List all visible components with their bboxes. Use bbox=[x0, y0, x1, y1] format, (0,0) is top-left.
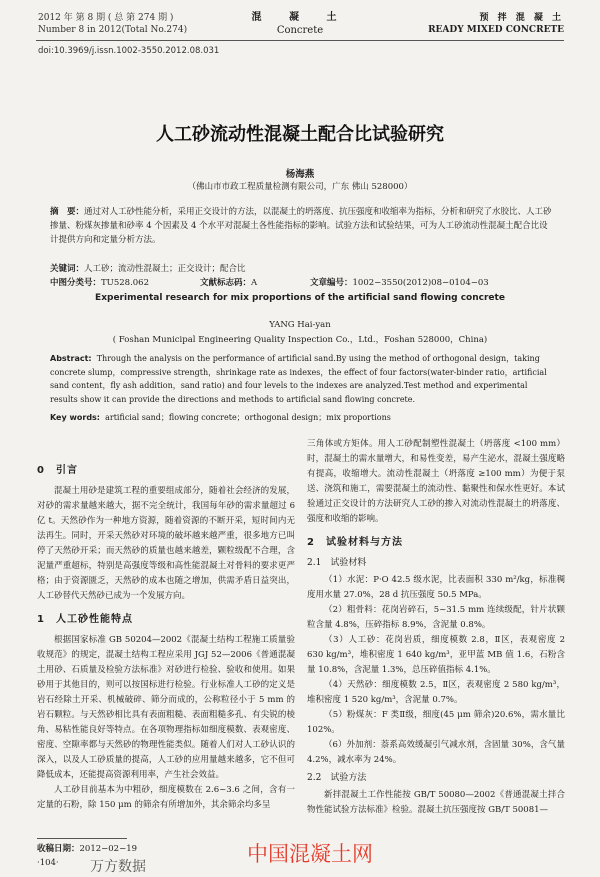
section-heading-2: 2 试验材料与方法 bbox=[307, 537, 403, 548]
material-item: （5）粉煤灰：F 类Ⅱ级，细度(45 μm 筛余)20.6%，需水量比 102%。 bbox=[307, 710, 565, 735]
article-meta bbox=[50, 262, 489, 290]
page-number: ·104· bbox=[37, 858, 59, 868]
en-abstract-label: Abstract: bbox=[50, 354, 92, 363]
author: 杨海燕 bbox=[285, 169, 315, 180]
footnote-rule bbox=[37, 838, 127, 839]
keywords-row bbox=[50, 262, 489, 276]
paragraph: 混凝土用砂是建筑工程的重要组成部分，随着社会经济的发展，对砂的需求量越来越大，据不完全统计，我国每年砂的需求量超过 6 亿 t。天然砂作为一种地方资源，随着资源的不断开采，短时间内无法再生。同时，开采天然砂对环境的破坏越来越严重，很多地方已叫停了天然砂开采；而天然砂的质量也越来越差，颗粒级配不合理，含泥量严重超标，特别是高强度等级和高性能混凝土对骨料的要求更严格；由于资源匮乏，天然砂的成本也随之增加，供需矛盾日益突出，人工砂替代天然砂已成为一个发展方向。 bbox=[37, 486, 295, 601]
wanfang-watermark: 万方数据 bbox=[90, 859, 146, 875]
abstract-label: 摘 要： bbox=[50, 207, 85, 217]
en-keywords bbox=[50, 412, 391, 423]
abstract-text: 通过对人工砂性能分析，采用正交设计的方法，以混凝土的坍落度、抗压强度和收缩率为指标，分析和研究了水胶比、人工砂掺量、粉煤灰掺量和砂率 4 个因素及 4 个水平对混凝土各性能指标的影响。试验方法和试验结果，可为人工砂流动性混凝土配合比设计提供方向和定量分析方法。 bbox=[50, 207, 552, 245]
left-column bbox=[37, 455, 295, 813]
subsection-heading-2-1: 2.1 试验材料 bbox=[307, 558, 367, 568]
article-no: 1002−3550(2012)08−0104−03 bbox=[352, 278, 489, 288]
en-title: Experimental research for mix proportions of the artificial sand flowing concrete bbox=[95, 293, 505, 303]
paragraph: 根据国家标准 GB 50204—2002《混凝土结构工程施工质量验收规范》的规定，混凝土结构工程应采用 JGJ 52—2006《普通混凝土用砂、石质量及检验方法标准》对砂进行检验、验收和使用。如果砂用于其他目的，则可以按国标进行检验。行业标准人工砂的定义是岩石经除土开采、机械破碎、筛分而成的，公称粒径小于 5 mm 的岩石颗粒。与天然砂相比具有表面粗糙、表面粗糙多孔、有尖锐的棱角、易粘性能良好等特点。在各项物理指标如细度模数、表观密度、密度、空隙率都与天然砂的物理性能类似。随着人们对人工砂认识的深入，以及人工砂质量的提高，人工砂的应用量越来越多，它不但可降低成本，还能提高资源利用率，产生社会效益。 bbox=[37, 635, 295, 780]
en-abstract bbox=[50, 352, 556, 406]
material-item: （2）粗骨料：花岗岩碎石，5~31.5 mm 连续级配，针片状颗粒含量 4.8%，压碎指标 8.9%，含泥量 0.8%。 bbox=[307, 605, 565, 630]
received-value: 2012−02−19 bbox=[79, 844, 138, 854]
affiliation: （佛山市市政工程质量检测有限公司，广东 佛山 528000） bbox=[187, 182, 413, 192]
abstract-cn bbox=[50, 205, 555, 247]
material-item: （1）水泥：P·O 42.5 级水泥，比表面积 330 m²/kg，标准稠度用水量 27.0%，28 d 抗压强度 50.5 MPa。 bbox=[307, 575, 565, 600]
en-keywords-text: artificial sand；flowing concrete；orthogonal design；mix proportions bbox=[105, 413, 391, 422]
received-date bbox=[37, 842, 137, 854]
classification-row bbox=[50, 276, 489, 290]
concrete-web-watermark: 中国混凝土网 bbox=[247, 842, 373, 866]
section-heading-0: 0 引言 bbox=[37, 465, 78, 476]
issue-en: Number 8 in 2012(Total No.274) bbox=[38, 25, 188, 35]
section-heading-1: 1 人工砂性能特点 bbox=[37, 614, 133, 625]
paragraph: 新拌混凝土工作性能按 GB/T 50080—2002《普通混凝土拌合物性能试验方法标准》检验。混凝土抗压强度按 GB/T 50081— bbox=[307, 790, 565, 815]
subsection-heading-2-2: 2.2 试验方法 bbox=[307, 773, 367, 783]
doi[interactable]: doi:10.3969/j.issn.1002-3550.2012.08.031 bbox=[38, 46, 220, 56]
paper-title: 人工砂流动性混凝土配合比试验研究 bbox=[156, 124, 444, 145]
section-cn: 预 拌 混 凝 土 bbox=[479, 13, 564, 23]
en-keywords-label: Key words: bbox=[50, 413, 101, 422]
keywords: 人工砂；流动性混凝土；正交设计；配合比 bbox=[84, 264, 246, 274]
header-rule bbox=[36, 40, 564, 41]
doc-code: A bbox=[251, 278, 258, 288]
article-no-label: 文章编号： bbox=[310, 278, 353, 288]
journal-cn: 混 凝 土 bbox=[251, 12, 349, 23]
section-name bbox=[428, 12, 564, 36]
en-abstract-text: Through the analysis on the performance of artificial sand.By using the method of orthogonal design，taking concrete slump，compressive strength，shrinkage rate as indexes，the effect of four factors(water-binder ratio，artificial sand content，fly ash addition，sand ratio) and four levels to the indexes are analyzed.Test method and experimental results show it can provide the directions and methods to artificial sand flowing concrete. bbox=[50, 354, 547, 404]
material-item: （4）天然砂：细度模数 2.5，Ⅱ区，表观密度 2 580 kg/m³，堆积密度 1 520 kg/m³，含泥量 0.7%。 bbox=[307, 680, 565, 705]
received-label: 收稿日期： bbox=[37, 844, 80, 854]
right-column bbox=[307, 437, 565, 818]
material-item: （6）外加剂：萘系高效缓凝引气减水剂，含固量 30%，含气量 4.2%，减水率为 24%。 bbox=[307, 740, 565, 765]
section-en: READY MIXED CONCRETE bbox=[428, 25, 564, 35]
clc: TU528.062 bbox=[101, 278, 149, 288]
material-item: （3）人工砂：花岗岩质，细度模数 2.8，Ⅱ区，表观密度 2 630 kg/m³，堆积密度 1 640 kg/m³，亚甲蓝 MB 值 1.6，石粉含量 10.8%，含泥量 1.3%，总压碎值指标 4.1%。 bbox=[307, 635, 565, 675]
paragraph: 人工砂目前基本为中粗砂，细度模数在 2.6~3.6 之间，含有一定量的石粉，除 150 μm 的筛余有所增加外，其余筛余均多呈 bbox=[37, 785, 295, 810]
en-affiliation: ( Foshan Municipal Engineering Quality Inspection Co.，Ltd.，Foshan 528000，China) bbox=[112, 335, 488, 345]
clc-label: 中图分类号： bbox=[50, 278, 102, 288]
en-author: YANG Hai-yan bbox=[269, 320, 331, 330]
journal-en: Concrete bbox=[276, 25, 324, 36]
keywords-label: 关键词： bbox=[50, 264, 85, 274]
paragraph: 三角体或方矩体。用人工砂配制塑性混凝土（坍落度 <100 mm）时，混凝土的需水量增大，和易性变差，易产生泌水，混凝土强度略有提高，收缩增大。流动性混凝土（坍落度 ≥100 mm）为便于泵送、浇筑和施工，需要混凝土的流动性、黏聚性和保水性更好。本试验通过正交设计的方法研究人工砂的掺入对流动性混凝土的坍落度、强度和收缩的影响。 bbox=[307, 439, 565, 524]
issue-cn: 2012 年 第 8 期 ( 总 第 274 期 ) bbox=[38, 13, 174, 23]
doc-code-label: 文献标志码： bbox=[200, 278, 252, 288]
